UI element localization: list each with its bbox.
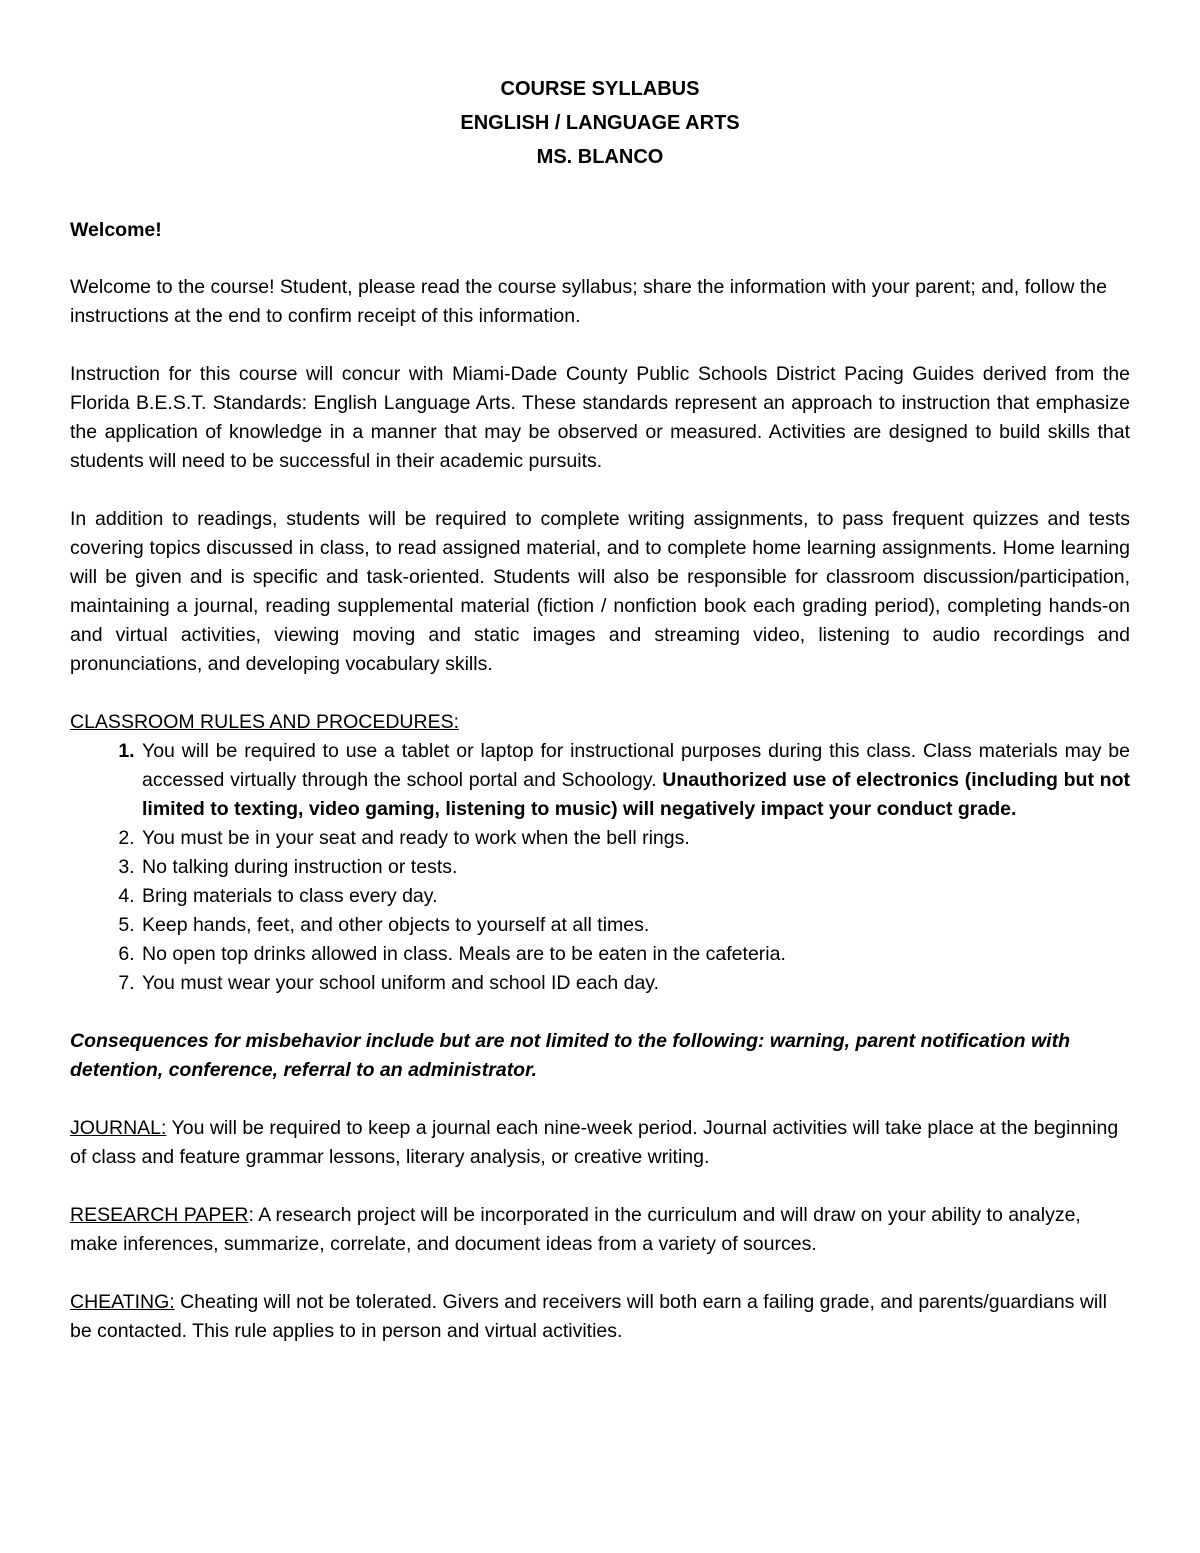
instruction-paragraph: Instruction for this course will concur with Miami-Dade County Public Schools District Pacing Guides derived from the Florida B.E.S.T. Standards: English Language Arts. These standards represent an approach to instruction that emphasize the application of knowledge in a manner that may be observed or measured. Activities are designed to build skills that students will need to be successful in their academic pursuits. xyxy=(70,363,1130,472)
rule-item: 7. You must wear your school uniform and school ID each day. xyxy=(140,969,1130,998)
rule-item: 2. You must be in your seat and ready to work when the bell rings. xyxy=(140,824,1130,853)
rule-item xyxy=(140,737,1130,824)
classroom-rules-heading: CLASSROOM RULES AND PROCEDURES: xyxy=(70,711,460,733)
research-paper-paragraph xyxy=(70,1201,1130,1259)
document-title: COURSE SYLLABUS xyxy=(500,78,700,100)
consequences-paragraph: Consequences for misbehavior include but are not limited to the following: warning, parent notification with detention, conference, referral to an administrator. xyxy=(70,1030,1070,1081)
course-subject: ENGLISH / LANGUAGE ARTS xyxy=(460,112,740,134)
rule-1-text: You will be required to use a tablet or laptop for instructional purposes during this class. Class materials may be accessed virtually through the school portal and Schoology. xyxy=(142,740,1130,791)
cheating-text: Cheating will not be tolerated. Givers and receivers will both earn a failing grade, and parents/guardians will be contacted. This rule applies to in person and virtual activities. xyxy=(70,1291,1107,1342)
welcome-heading: Welcome! xyxy=(70,219,162,241)
rule-item: 5. Keep hands, feet, and other objects to yourself at all times. xyxy=(140,911,1130,940)
requirements-paragraph: In addition to readings, students will be required to complete writing assignments, to pass frequent quizzes and tests covering topics discussed in class, to read assigned material, and to complete home learning assignments. Home learning will be given and is specific and task-oriented. Students will also be responsible for classroom discussion/participation, maintaining a journal, reading supplemental material (fiction / nonfiction book each grading period), completing hands-on and virtual activities, viewing moving and static images and streaming video, listening to audio recordings and pronunciations, and developing vocabulary skills. xyxy=(70,508,1130,675)
welcome-paragraph: Welcome to the course! Student, please read the course syllabus; share the information with your parent; and, follow the instructions at the end to confirm receipt of this information. xyxy=(70,276,1107,327)
research-paper-label: RESEARCH PAPER xyxy=(70,1204,249,1226)
classroom-rules-list xyxy=(70,737,1130,998)
journal-paragraph xyxy=(70,1114,1130,1172)
document-title-block xyxy=(70,72,1130,174)
journal-text: You will be required to keep a journal each nine-week period. Journal activities will take place at the beginning of class and feature grammar lessons, literary analysis, or creative writing. xyxy=(70,1117,1119,1168)
cheating-label: CHEATING: xyxy=(70,1291,175,1313)
rule-item: 4. Bring materials to class every day. xyxy=(140,882,1130,911)
research-paper-text: : A research project will be incorporated in the curriculum and will draw on your ability to analyze, make inferences, summarize, correlate, and document ideas from a variety of sources. xyxy=(70,1204,1081,1255)
teacher-name: MS. BLANCO xyxy=(536,146,664,168)
cheating-paragraph xyxy=(70,1288,1130,1346)
rule-1-bold-text: Unauthorized use of electronics (including but not limited to texting, video gaming, listening to music) will negatively impact your conduct grade. xyxy=(142,769,1130,820)
rule-item: 6. No open top drinks allowed in class. Meals are to be eaten in the cafeteria. xyxy=(140,940,1130,969)
journal-label: JOURNAL: xyxy=(70,1117,167,1139)
rule-item: 3. No talking during instruction or tests. xyxy=(140,853,1130,882)
